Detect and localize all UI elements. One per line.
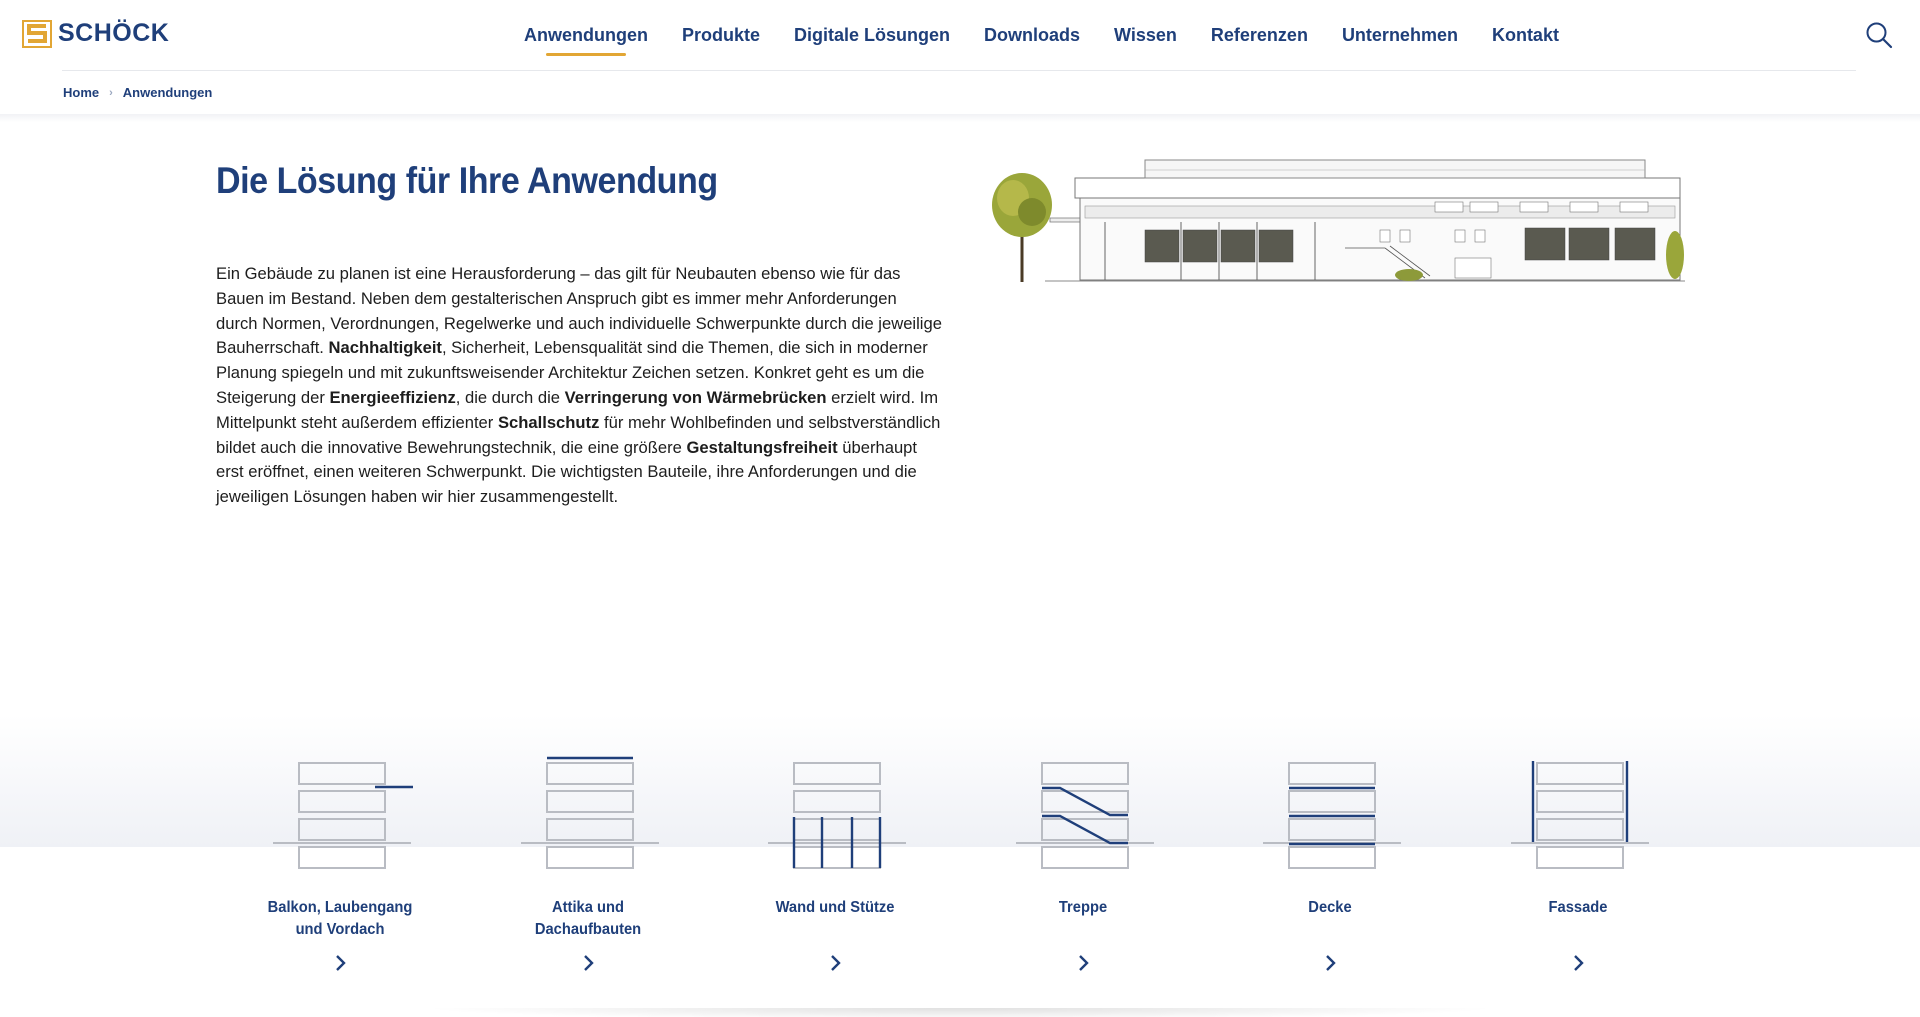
nav-item-kontakt[interactable]: Kontakt <box>1491 24 1559 45</box>
application-label: Wand und Stütze <box>775 899 895 916</box>
nav-item-produkte[interactable]: Produkte <box>682 24 761 45</box>
chevron-right-icon[interactable] <box>1071 951 1095 975</box>
breadcrumb-shadow <box>0 114 1920 122</box>
schoeck-logo-icon <box>22 20 52 48</box>
stairs-icon <box>1014 755 1156 871</box>
nav-item-wissen[interactable]: Wissen <box>1114 24 1177 45</box>
nav-item-downloads[interactable]: Downloads <box>984 24 1081 45</box>
bottom-shadow <box>420 1008 1500 1017</box>
chevron-right-icon[interactable] <box>1566 951 1590 975</box>
logo-text: SCHÖCK <box>58 19 170 47</box>
intro-text: Ein Gebäude zu planen ist eine Herausforderung – das gilt für Neubauten ebenso wie für das Bauen im Bestand. Neben dem gestalterischen Anspruch gibt es immer mehr Anforderungen durch Normen, Verordnungen, Regelwerke und auch individuelle Schwerpunkte durch die jeweilige Bauherrschaft. Nachhaltigkeit, Sicherheit, Lebensqualität sind die Themen, die sich in moderner Planung spiegeln und mit zukunftsweisender Architektur Zeichen setzen. Konkret geht es um die Steigerung der Energieeffizienz, die durch die Verringerung von Wärmebrücken erzielt wird. Im Mittelpunkt steht außerdem effizienter Schallschutz für mehr Wohlbefinden und selbstverständlich bildet auch die innovative Bewehrungstechnik, die eine größere Gestaltungsfreiheit überhaupt erst eröffnet, einen weiteren Schwerpunkt. Die wichtigsten Bauteile, ihre Anforderungen und die jeweiligen Lösungen haben wir hier zusammengestellt. <box>216 264 942 507</box>
search-icon <box>1864 20 1894 50</box>
application-label: Balkon, Laubengang und Vordach <box>267 899 413 938</box>
chevron-right-icon[interactable] <box>823 951 847 975</box>
nav-item-anwendungen[interactable]: Anwendungen <box>524 0 648 70</box>
ceiling-icon <box>1261 755 1403 871</box>
main-nav <box>524 0 1593 70</box>
application-label: Attika und Dachaufbauten <box>534 899 642 938</box>
chevron-right-icon[interactable] <box>576 951 600 975</box>
header-divider <box>62 70 1856 71</box>
breadcrumb-current[interactable]: Anwendungen <box>122 85 213 100</box>
attic-icon <box>519 755 661 871</box>
nav-item-digitale-loesungen[interactable]: Digitale Lösungen <box>794 24 951 45</box>
application-label: Treppe <box>1058 899 1108 916</box>
nav-item-unternehmen[interactable]: Unternehmen <box>1341 24 1458 45</box>
wall-column-icon <box>766 755 908 871</box>
application-label: Fassade <box>1548 899 1608 916</box>
chevron-right-icon[interactable] <box>328 951 352 975</box>
search-button[interactable] <box>1864 20 1894 50</box>
nav-item-referenzen[interactable]: Referenzen <box>1210 24 1308 45</box>
logo[interactable] <box>22 19 169 48</box>
chevron-right-icon[interactable] <box>1318 951 1342 975</box>
site-header <box>0 0 1920 70</box>
breadcrumb-separator-icon: › <box>109 86 113 99</box>
page-title: Die Lösung für Ihre Anwendung <box>216 160 718 201</box>
breadcrumb-home[interactable]: Home <box>63 85 100 100</box>
application-label: Decke <box>1308 899 1352 916</box>
balcony-icon <box>271 755 413 871</box>
breadcrumb <box>63 85 212 100</box>
facade-icon <box>1509 755 1651 871</box>
applications-list <box>0 755 1920 1017</box>
building-illustration <box>985 150 1700 295</box>
